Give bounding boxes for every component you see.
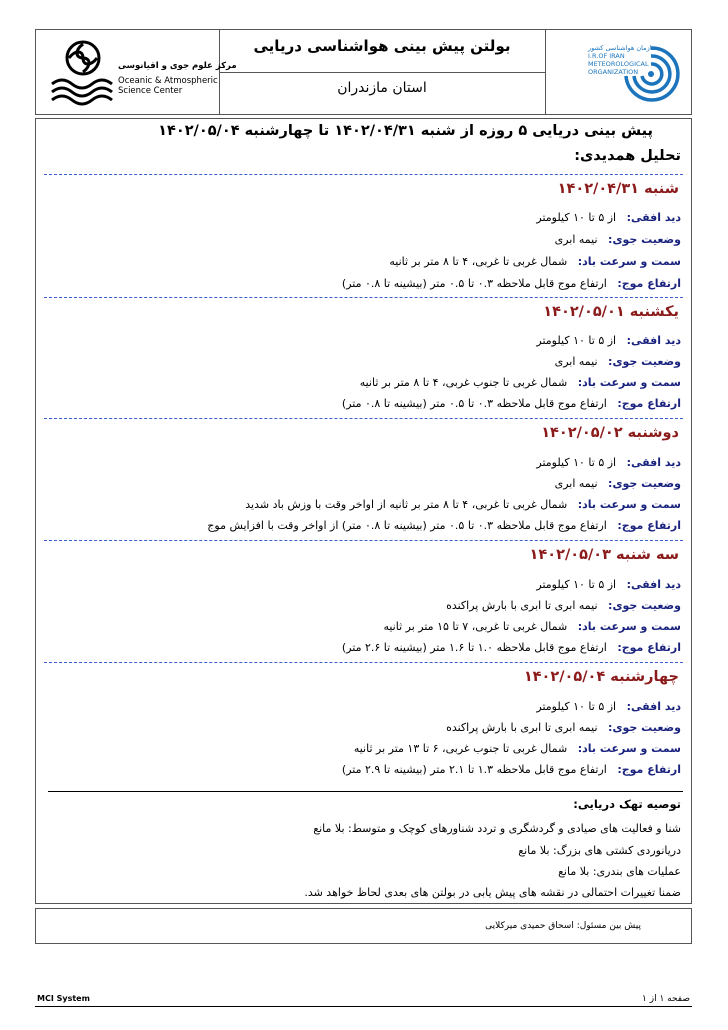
wind-row [389, 255, 681, 268]
day-title: شنبه ۱۴۰۲/۰۴/۳۱ [557, 181, 679, 197]
day-title: یکشنبه ۱۴۰۲/۰۵/۰۱ [543, 304, 679, 320]
day-title: چهارشنبه ۱۴۰۲/۰۵/۰۴ [523, 669, 679, 685]
visibility-label: دید افقی: [626, 578, 681, 591]
visibility-value: از ۵ تا ۱۰ کیلومتر [536, 211, 617, 224]
wind-row [354, 742, 681, 755]
weather-label: وضعیت جوی: [608, 233, 681, 246]
wind-label: سمت و سرعت باد: [577, 620, 681, 633]
day-separator [44, 297, 683, 298]
wave-row [342, 277, 681, 290]
weather-value: نیمه ابری [554, 355, 598, 368]
responsible-forecaster-box [35, 908, 692, 944]
forecast-body [35, 118, 692, 904]
wave-label: ارتفاع موج: [617, 519, 681, 532]
visibility-value: از ۵ تا ۱۰ کیلومتر [536, 456, 617, 469]
visibility-row [536, 456, 681, 469]
system-name: MCI System [37, 994, 90, 1003]
wave-value: ارتفاع موج قابل ملاحظه ۱.۳ تا ۲.۱ متر (بیشینه تا ۲.۹ متر) [341, 763, 607, 776]
oceanic-center-name-fa: مرکز علوم جوی و اقیانوسی [118, 61, 237, 71]
weather-row [446, 721, 681, 734]
weather-label: وضعیت جوی: [608, 355, 681, 368]
weather-label: وضعیت جوی: [608, 599, 681, 612]
responsible-forecaster: پیش بین مسئول: اسحاق حمیدی میرکلایی [485, 921, 641, 931]
meteorological-org-logo [548, 34, 690, 112]
weather-row [555, 355, 681, 368]
visibility-label: دید افقی: [626, 211, 681, 224]
visibility-row [536, 211, 681, 224]
advice-line: دریانوردی کشتی های بزرگ: بلا مانع [518, 844, 681, 857]
weather-row [555, 233, 681, 246]
day-separator [44, 418, 683, 419]
met-org-line-4: ORGANIZATION [588, 68, 639, 76]
wave-value: ارتفاع موج قابل ملاحظه ۰.۳ تا ۰.۵ متر (بیشینه تا ۰.۸ متر) از اواخر وقت با افزایش موج [207, 519, 607, 532]
visibility-row [536, 700, 681, 713]
wave-row [207, 519, 681, 532]
weather-row [555, 477, 681, 490]
met-org-line-3: METEOROLOGICAL [588, 60, 649, 68]
visibility-label: دید افقی: [626, 700, 681, 713]
wave-label: ارتفاع موج: [617, 277, 681, 290]
oceanic-center-name-en-1: Oceanic & Atmospheric [118, 76, 218, 86]
day-separator [44, 662, 683, 663]
wave-row [342, 641, 681, 654]
forecast-title: پیش بینی دریایی ۵ روزه از شنبه ۱۴۰۲/۰۴/۳۱ تا چهارشنبه ۱۴۰۲/۰۵/۰۴ [158, 123, 653, 139]
bulletin-header [35, 29, 692, 115]
wave-row [342, 763, 681, 776]
weather-value: نیمه ابری تا ابری با بارش پراکنده [446, 599, 598, 612]
wind-label: سمت و سرعت باد: [577, 742, 681, 755]
wind-label: سمت و سرعت باد: [577, 376, 681, 389]
wave-row [342, 397, 681, 410]
day-title: دوشنبه ۱۴۰۲/۰۵/۰۲ [541, 425, 679, 441]
wind-row [245, 498, 681, 511]
weather-label: وضعیت جوی: [608, 721, 681, 734]
advice-line: عملیات های بندری: بلا مانع [558, 865, 681, 878]
wave-value: ارتفاع موج قابل ملاحظه ۱.۰ تا ۱.۶ متر (بیشینه تا ۲.۶ متر) [341, 641, 607, 654]
bulletin-title: بولتن پیش بینی هواشناسی دریایی [253, 37, 511, 55]
header-divider-right [545, 30, 546, 114]
wave-label: ارتفاع موج: [617, 763, 681, 776]
wind-value: شمال غربی تا غربی، ۴ تا ۸ متر بر ثانیه [389, 255, 568, 268]
visibility-row [536, 578, 681, 591]
visibility-value: از ۵ تا ۱۰ کیلومتر [536, 578, 617, 591]
footer-divider [35, 1006, 692, 1007]
weather-value: نیمه ابری تا ابری با بارش پراکنده [446, 721, 598, 734]
wind-label: سمت و سرعت باد: [577, 498, 681, 511]
weather-label: وضعیت جوی: [608, 477, 681, 490]
visibility-value: از ۵ تا ۱۰ کیلومتر [536, 700, 617, 713]
meteorological-org-logo-icon [618, 44, 684, 104]
day-title: سه شنبه ۱۴۰۲/۰۵/۰۳ [529, 547, 679, 563]
wind-value: شمال غربی تا جنوب غربی، ۶ تا ۱۳ متر بر ثانیه [353, 742, 568, 755]
visibility-row [536, 334, 681, 347]
synoptic-analysis-label: تحلیل همدیدی: [574, 148, 681, 164]
advice-separator [48, 791, 683, 792]
weather-row [446, 599, 681, 612]
advice-line: شنا و فعالیت های صیادی و گردشگری و تردد شناورهای کوچک و متوسط: بلا مانع [313, 822, 681, 835]
page-number: صفحه ۱ از ۱ [642, 994, 690, 1004]
province-name: استان مازندران [337, 80, 427, 96]
day-separator [44, 540, 683, 541]
marine-advice-title: توصیه تهک دریایی: [573, 797, 681, 811]
weather-value: نیمه ابری [554, 233, 598, 246]
weather-value: نیمه ابری [554, 477, 598, 490]
wind-row [360, 376, 681, 389]
wave-label: ارتفاع موج: [617, 397, 681, 410]
oceanic-center-name-en-2: Science Center [118, 86, 183, 96]
wave-value: ارتفاع موج قابل ملاحظه ۰.۳ تا ۰.۵ متر (بیشینه تا ۰.۸ متر) [341, 397, 607, 410]
wind-row [383, 620, 681, 633]
visibility-label: دید افقی: [626, 334, 681, 347]
visibility-label: دید افقی: [626, 456, 681, 469]
oceanic-emblem-icon [50, 36, 116, 108]
met-org-line-2: I.R.OF IRAN [588, 52, 625, 60]
wind-value: شمال غربی تا غربی، ۴ تا ۸ متر بر ثانیه از اواخر وقت با وزش باد شدید [245, 498, 568, 511]
advice-line: ضمنا تغییرات احتمالی در نقشه های پیش یابی در بولتن های بعدی لحاظ خواهد شد. [304, 886, 681, 899]
wind-value: شمال غربی تا غربی، ۷ تا ۱۵ متر بر ثانیه [383, 620, 568, 633]
wave-label: ارتفاع موج: [617, 641, 681, 654]
header-middle-divider [219, 72, 545, 73]
oceanic-center-logo [38, 34, 237, 112]
wave-value: ارتفاع موج قابل ملاحظه ۰.۳ تا ۰.۵ متر (بیشینه تا ۰.۸ متر) [341, 277, 607, 290]
wind-label: سمت و سرعت باد: [577, 255, 681, 268]
day-separator [44, 174, 683, 175]
wind-value: شمال غربی تا جنوب غربی، ۴ تا ۸ متر بر ثانیه [359, 376, 568, 389]
met-org-line-1: سازمان هواشناسی کشور [588, 44, 658, 52]
visibility-value: از ۵ تا ۱۰ کیلومتر [536, 334, 617, 347]
